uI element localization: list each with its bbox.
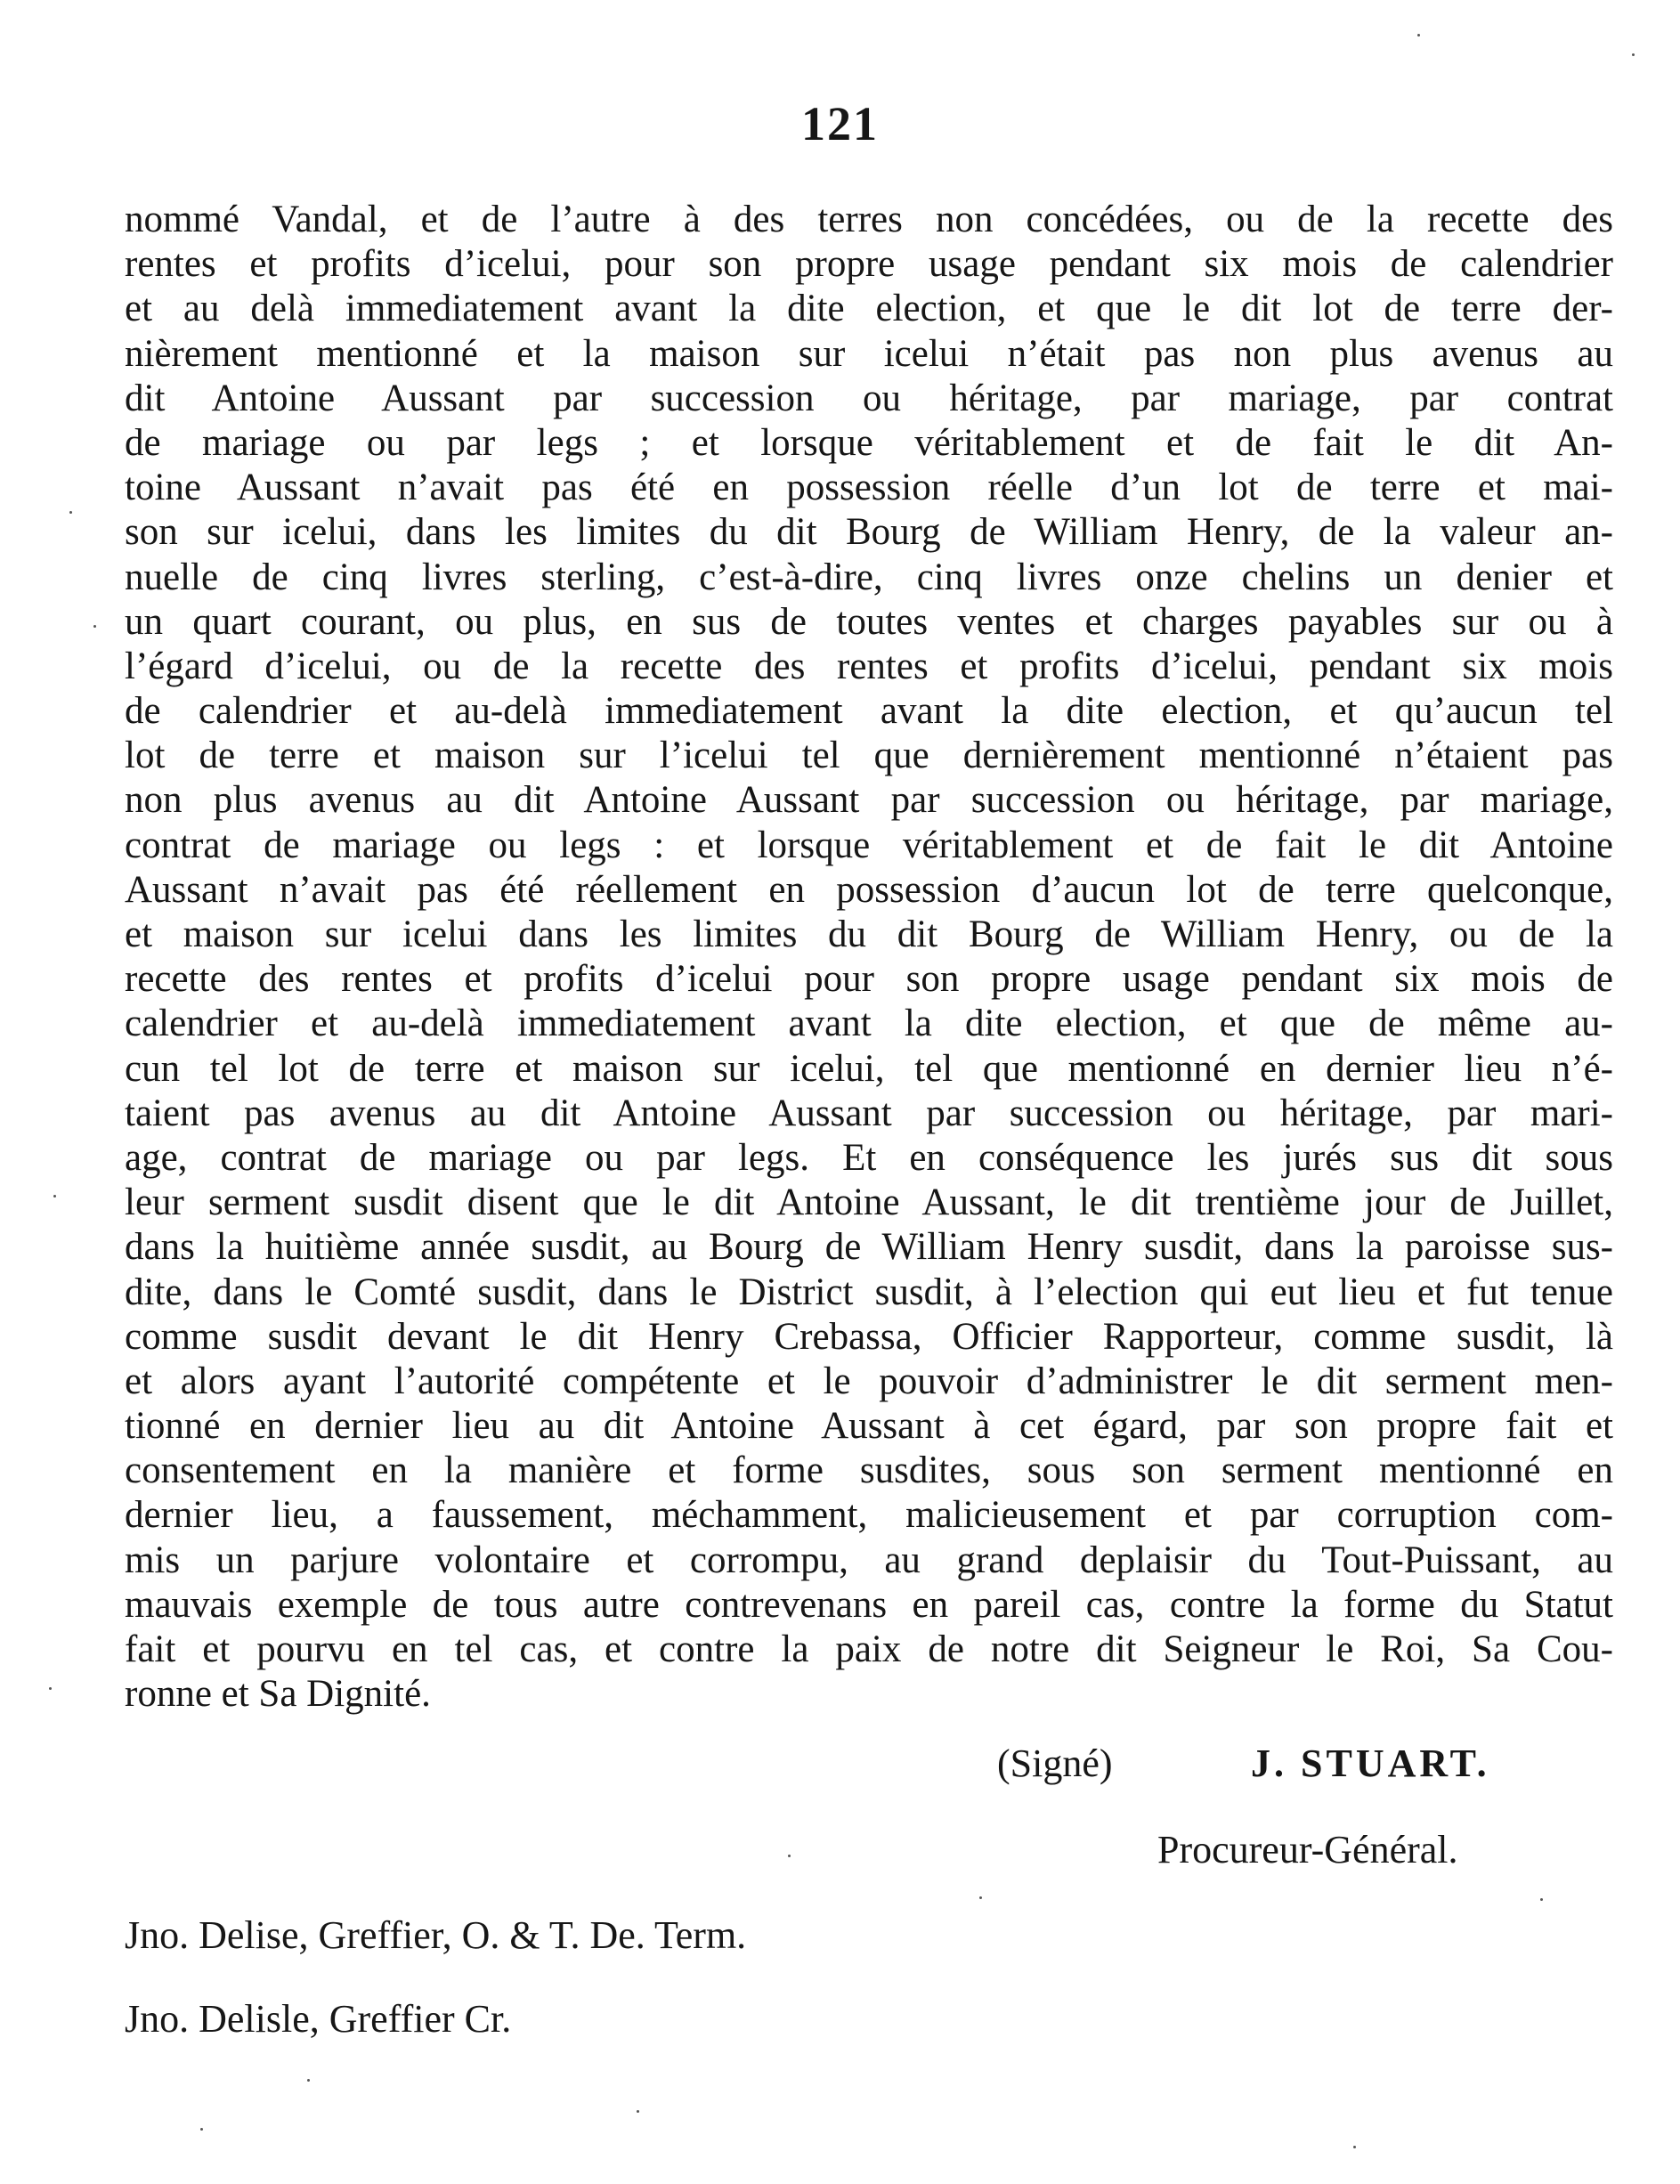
body-line-34: ronne et Sa Dignité.	[125, 1673, 431, 1716]
body-line-20: cun tel lot de terre et maison sur icelui, tel que mentionné en dernier lieu n’é-	[125, 1047, 1613, 1090]
body-line-13: lot de terre et maison sur l’icelui tel que dernièrement mentionné n’étaient pas	[125, 735, 1613, 777]
body-line-19: calendrier et au-delà immediatement avant la dite election, et que de même au-	[125, 1003, 1613, 1045]
scan-speck	[307, 2079, 310, 2082]
body-line-18: recette des rentes et profits d’icelui pour son propre usage pendant six mois de	[125, 958, 1613, 1001]
body-line-12: de calendrier et au-delà immediatement avant la dite election, et qu’aucun tel	[125, 690, 1613, 733]
signer-name: J. STUART.	[1251, 1742, 1490, 1785]
body-line-29: consentement en la manière et forme susdites, sous son serment mentionné en	[125, 1449, 1613, 1492]
page-number: 121	[801, 97, 879, 150]
body-line-21: taient pas avenus au dit Antoine Aussant par succession ou héritage, par mari-	[125, 1092, 1613, 1134]
scan-speck	[788, 1855, 791, 1857]
body-line-2: rentes et profits d’icelui, pour son propre usage pendant six mois de calendrier	[125, 243, 1613, 286]
scan-speck	[1417, 34, 1420, 37]
body-line-4: nièrement mentionné et la maison sur icelui n’était pas non plus avenus au	[125, 332, 1613, 375]
body-line-33: fait et pourvu en tel cas, et contre la paix de notre dit Seigneur le Roi, Sa Cou-	[125, 1628, 1613, 1670]
scan-speck	[53, 1195, 56, 1198]
body-line-30: dernier lieu, a faussement, méchamment, malicieusement et par corruption com-	[125, 1494, 1613, 1537]
body-line-15: contrat de mariage ou legs : et lorsque véritablement et de fait le dit Antoine	[125, 824, 1613, 866]
body-line-11: l’égard d’icelui, ou de la recette des rentes et profits d’icelui, pendant six mois	[125, 645, 1613, 687]
body-line-25: dite, dans le Comté susdit, dans le District susdit, à l’election qui eut lieu et fut tenue	[125, 1271, 1613, 1313]
body-line-26: comme susdit devant le dit Henry Crebassa, Officier Rapporteur, comme susdit, là	[125, 1315, 1613, 1358]
body-line-22: age, contrat de mariage ou par legs. Et en conséquence les jurés sus dit sous	[125, 1136, 1613, 1179]
body-line-24: dans la huitième année susdit, au Bourg de William Henry susdit, dans la paroisse sus-	[125, 1226, 1613, 1269]
scan-speck	[1632, 53, 1635, 56]
scan-speck	[69, 511, 72, 514]
clerk-line-1: Jno. Delise, Greffier, O. & T. De. Term.	[125, 1913, 747, 1957]
body-line-27: et alors ayant l’autorité compétente et le pouvoir d’administrer le dit serment men-	[125, 1360, 1613, 1402]
scan-speck	[1540, 1898, 1543, 1901]
scan-speck	[637, 2110, 639, 2113]
scan-speck	[979, 1896, 982, 1899]
body-line-9: nuelle de cinq livres sterling, c’est-à-dire, cinq livres onze chelins un denier et	[125, 556, 1613, 598]
signer-title: Procureur-Général.	[1157, 1828, 1458, 1871]
body-line-7: toine Aussant n’avait pas été en possession réelle d’un lot de terre et mai-	[125, 467, 1613, 509]
body-line-5: dit Antoine Aussant par succession ou héritage, par mariage, par contrat	[125, 377, 1613, 419]
body-line-23: leur serment susdit disent que le dit Antoine Aussant, le dit trentième jour de Juillet,	[125, 1181, 1613, 1224]
scan-speck	[200, 2128, 203, 2131]
body-line-31: mis un parjure volontaire et corrompu, au grand deplaisir du Tout-Puissant, au	[125, 1539, 1613, 1581]
body-line-10: un quart courant, ou plus, en sus de toutes ventes et charges payables sur ou à	[125, 600, 1613, 643]
body-line-32: mauvais exemple de tous autre contrevenans en pareil cas, contre la forme du Statut	[125, 1583, 1613, 1626]
body-text	[125, 198, 1613, 1717]
body-line-3: et au delà immediatement avant la dite election, et que le dit lot de terre der-	[125, 288, 1613, 330]
body-line-1: nommé Vandal, et de l’autre à des terres non concédées, ou de la recette des	[125, 199, 1613, 240]
scan-speck	[49, 1687, 52, 1690]
scan-speck	[93, 625, 96, 628]
body-line-14: non plus avenus au dit Antoine Aussant par succession ou héritage, par mariage,	[125, 779, 1613, 822]
body-line-8: son sur icelui, dans les limites du dit Bourg de William Henry, de la valeur an-	[125, 511, 1613, 554]
body-line-17: et maison sur icelui dans les limites du dit Bourg de William Henry, ou de la	[125, 913, 1613, 955]
body-line-28: tionné en dernier lieu au dit Antoine Aussant à cet égard, par son propre fait et	[125, 1405, 1613, 1448]
body-line-16: Aussant n’avait pas été réellement en possession d’aucun lot de terre quelconque,	[125, 868, 1613, 911]
body-line-6: de mariage ou par legs ; et lorsque véritablement et de fait le dit An-	[125, 421, 1613, 464]
scan-speck	[1353, 2146, 1356, 2148]
signed-label: (Signé)	[997, 1742, 1113, 1785]
clerk-line-2: Jno. Delisle, Greffier Cr.	[125, 1997, 512, 2041]
